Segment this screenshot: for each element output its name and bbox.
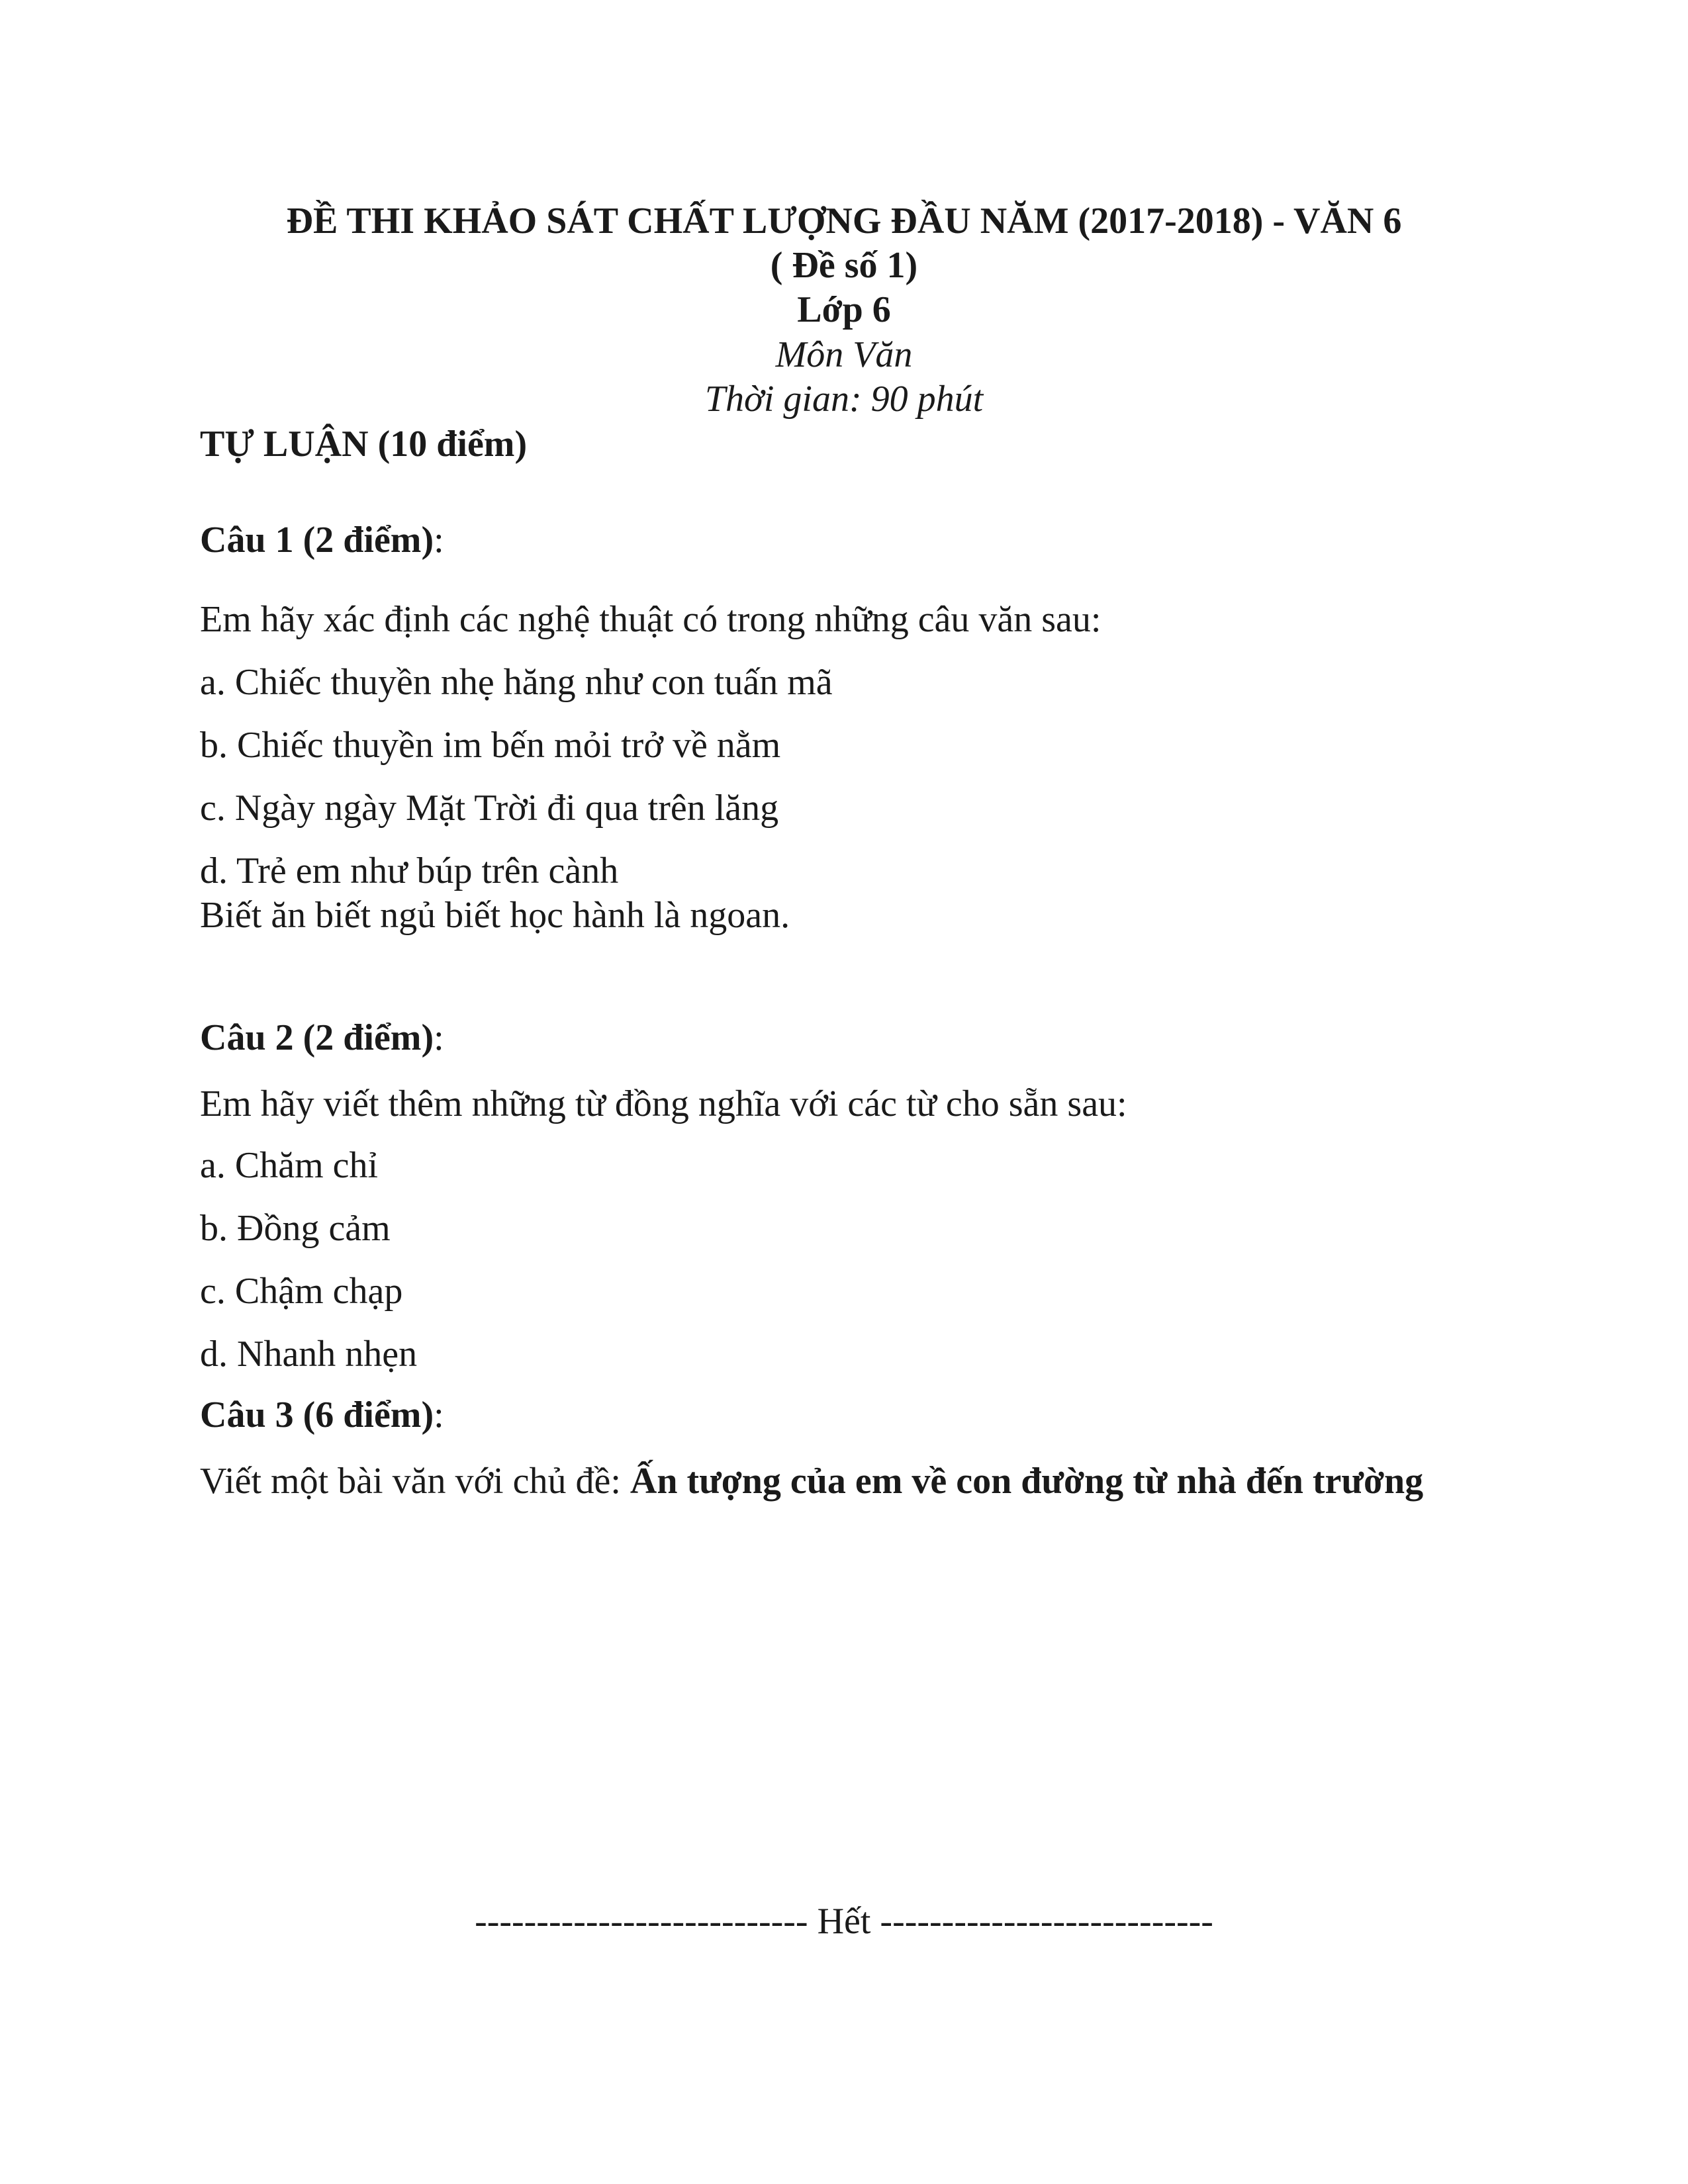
question-3-prompt-prefix: Viết một bài văn với chủ đề: <box>200 1461 630 1502</box>
question-3-prompt <box>200 1463 1423 1500</box>
question-2-colon: : <box>434 1017 444 1058</box>
question-1-heading <box>200 522 444 559</box>
question-3-heading <box>200 1396 444 1433</box>
exam-number: ( Đề số 1) <box>770 245 918 286</box>
question-3-colon: : <box>434 1394 444 1435</box>
question-2-item-a: a. Chăm chỉ <box>200 1145 379 1186</box>
question-1-colon: : <box>434 520 444 561</box>
question-2-item-d: d. Nhanh nhẹn <box>200 1334 418 1375</box>
question-1-item-d-continuation: Biết ăn biết ngủ biết học hành là ngoan. <box>200 895 790 936</box>
subject-label: Môn Văn <box>775 334 913 375</box>
question-2-prompt: Em hãy viết thêm những từ đồng nghĩa với các từ cho sẵn sau: <box>200 1083 1127 1124</box>
end-marker: --------------------------- Hết --------------------------- <box>475 1901 1213 1942</box>
question-1-item-c: c. Ngày ngày Mặt Trời đi qua trên lăng <box>200 788 779 829</box>
question-1-item-b: b. Chiếc thuyền im bến mỏi trở về nằm <box>200 725 781 766</box>
exam-title: ĐỀ THI KHẢO SÁT CHẤT LƯỢNG ĐẦU NĂM (2017-2018) - VĂN 6 <box>286 201 1402 242</box>
question-3-topic: Ấn tượng của em về con đường từ nhà đến trường <box>630 1461 1424 1502</box>
question-2-item-b: b. Đồng cảm <box>200 1208 391 1249</box>
question-1-label: Câu 1 (2 điểm) <box>200 520 434 561</box>
question-1-item-d: d. Trẻ em như búp trên cành <box>200 850 619 891</box>
question-1-item-a: a. Chiếc thuyền nhẹ hăng như con tuấn mã <box>200 662 833 703</box>
question-3-label: Câu 3 (6 điểm) <box>200 1394 434 1435</box>
grade-label: Lớp 6 <box>797 289 891 330</box>
duration-label: Thời gian: 90 phút <box>704 379 984 420</box>
section-title: TỰ LUẬN (10 điểm) <box>200 424 528 465</box>
question-2-item-c: c. Chậm chạp <box>200 1271 403 1312</box>
question-2-label: Câu 2 (2 điểm) <box>200 1017 434 1058</box>
question-1-prompt: Em hãy xác định các nghệ thuật có trong những câu văn sau: <box>200 599 1102 640</box>
question-2-heading <box>200 1019 444 1056</box>
